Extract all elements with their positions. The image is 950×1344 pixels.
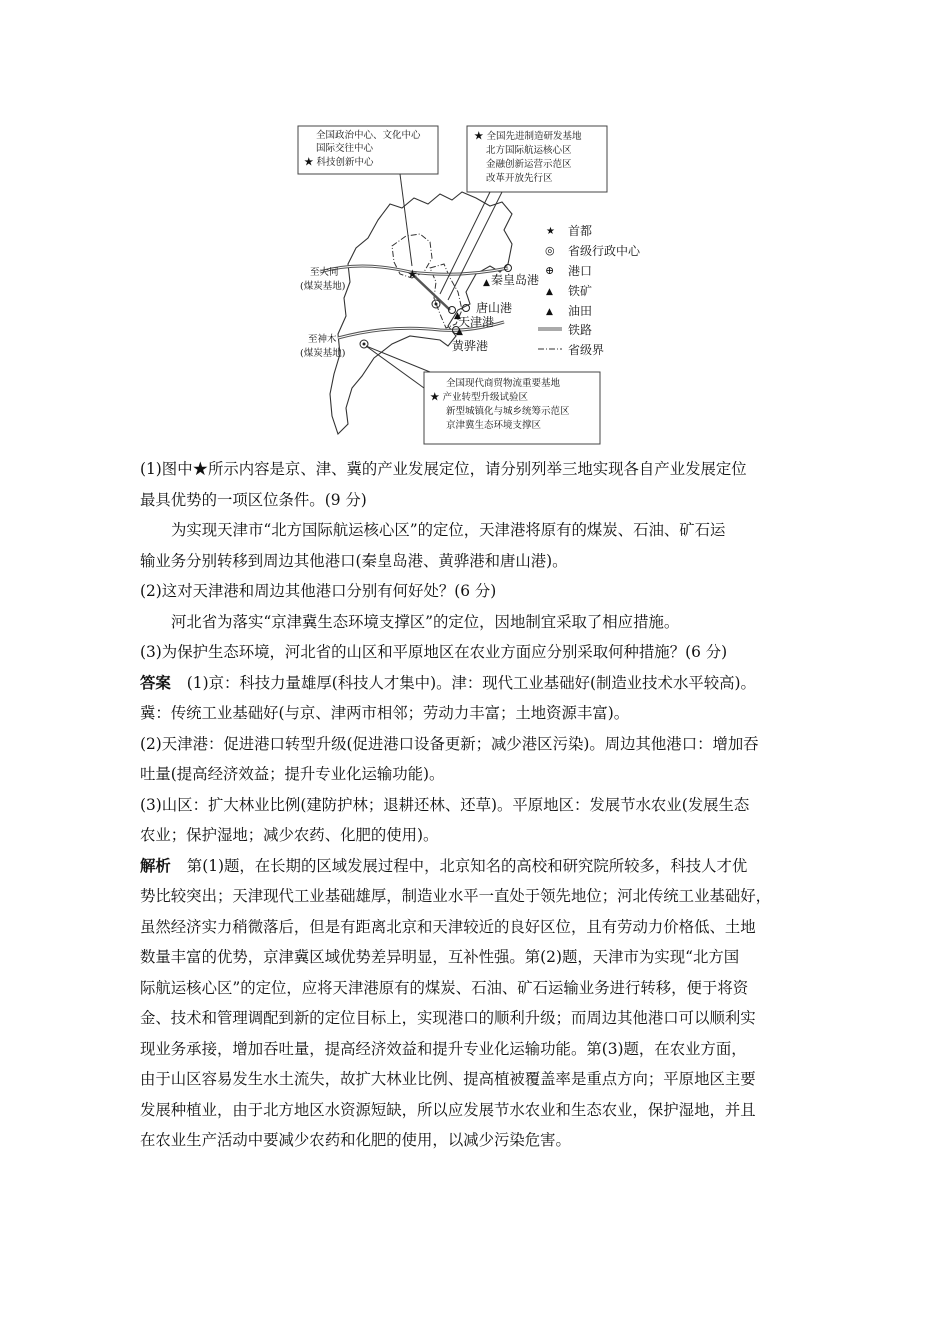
label-datong: 至大同 <box>310 267 339 278</box>
label-shenmu: 至神木 <box>308 334 337 345</box>
legend-symbol-port: ⊕ <box>545 264 555 277</box>
box-beijing-line1: 全国政治中心、文化中心 <box>316 130 421 141</box>
label-datong-sub: (煤炭基地) <box>300 281 346 292</box>
box-tianjin-line4: 改革开放先行区 <box>486 173 553 184</box>
leader-hebei-b <box>366 346 430 372</box>
q1-line2: 最具优势的一项区位条件。(9 分) <box>140 490 367 509</box>
jingjinji-map <box>290 118 670 450</box>
box-hebei-line4: 京津冀生态环境支撑区 <box>446 420 542 431</box>
label-qinhuangdao: 秦皇岛港 <box>491 273 540 287</box>
analysis-text-6: 现业务承接，增加吞吐量，提高经济效益和提升专业化运输功能。第(3)题，在农业方面， <box>140 1039 747 1058</box>
analysis-text-2: 虽然经济实力稍微落后，但是有距离北京和天津较近的良好区位，且有劳动力价格低、土地 <box>140 917 756 936</box>
box-tianjin-line3: 金融创新运营示范区 <box>486 159 572 170</box>
answer-a2-line1: (2)天津港：促进港口转型升级(促进港口设备更新；减少港区污染)。周边其他港口：增加吞 <box>140 734 759 753</box>
intro3: 河北省为落实“京津冀生态环境支撑区”的定位，因地制宜采取了相应措施。 <box>171 612 680 631</box>
legend-label-oil: 油田 <box>568 304 593 318</box>
oilfield-icon: ▲ <box>456 327 463 337</box>
analysis-text-5: 金、技术和管理调配到新的定位目标上，实现港口的顺利升级；而周边其他港口可以顺利实 <box>140 1009 756 1027</box>
answer-label: 答案 <box>140 673 171 692</box>
answer-a3-line2: 农业；保护湿地；减少农药、化肥的使用)。 <box>140 826 439 844</box>
iron-mine-icon-2: ▲ <box>454 311 461 321</box>
box-beijing-line3: ★ 科技创新中心 <box>304 157 374 168</box>
answer-a1-line2: 冀：传统工业基础好(与京、津两市相邻；劳动力丰富；土地资源丰富)。 <box>140 704 630 722</box>
legend-label-capital: 首都 <box>568 224 593 238</box>
answer-a1-line1: (1)京：科技力量雄厚(科技人才集中)。津：现代工业基础好(制造业技术水平较高)。 <box>186 673 756 692</box>
intro2-line1: 为实现天津市“北方国际航运核心区”的定位，天津港将原有的煤炭、石油、矿石运 <box>171 521 726 539</box>
iron-mine-icon: ▲ <box>483 278 490 288</box>
analysis-text-7: 由于山区容易发生水土流失，故扩大林业比例、提高植被覆盖率是重点方向；平原地区主要 <box>140 1070 756 1088</box>
box-hebei-line3: 新型城镇化与城乡统筹示范区 <box>446 406 570 417</box>
q1-line1: (1)图中★所示内容是京、津、冀的产业发展定位，请分别列举三地实现各自产业发展定位 <box>140 460 747 478</box>
legend-symbol-iron: ▲ <box>546 287 553 297</box>
label-huanghua: 黄骅港 <box>452 339 489 353</box>
label-tianjin-port: 天津港 <box>458 315 495 329</box>
intro2-line2: 输业务分别转移到周边其他港口(秦皇岛港、黄骅港和唐山港)。 <box>140 551 568 570</box>
q3: (3)为保护生态环境，河北省的山区和平原地区在农业方面应分别采取何种措施？(6 分) <box>140 643 728 661</box>
leader-beijing <box>400 174 412 266</box>
answer-line1 <box>140 668 820 699</box>
legend-symbol-provincial: ◎ <box>545 244 555 257</box>
map-legend <box>538 223 641 357</box>
legend-label-port: 港口 <box>568 264 593 278</box>
label-tangshan: 唐山港 <box>476 301 513 315</box>
answer-a2-line2: 吐量(提高经济效益；提升专业化运输功能)。 <box>140 765 445 783</box>
analysis-label: 解析 <box>140 856 171 875</box>
legend-symbol-capital: ★ <box>546 226 555 237</box>
question-content <box>140 454 820 1156</box>
analysis-text-3: 数量丰富的优势，京津冀区域优势差异明显，互补性强。第(2)题，天津市为实现“北方国 <box>140 948 740 966</box>
legend-label-border: 省级界 <box>568 343 605 357</box>
box-hebei-line2: ★ 产业转型升级试验区 <box>430 392 529 403</box>
legend-symbol-oil: ▲ <box>546 307 553 317</box>
legend-label-provincial: 省级行政中心 <box>568 244 641 258</box>
box-tianjin-line2: 北方国际航运核心区 <box>486 145 572 156</box>
analysis-text-8: 发展种植业，由于北方地区水资源短缺，所以应发展节水农业和生态农业，保护湿地，并且 <box>140 1100 756 1119</box>
leader-hebei-a <box>366 346 424 388</box>
analysis-text-0: 第(1)题，在长期的区域发展过程中，北京知名的高校和研究院所较多，科技人才优 <box>186 856 748 875</box>
capital-star-icon: ★ <box>407 267 418 281</box>
answer-a3-line1: (3)山区：扩大林业比例(建防护林；退耕还林、还草)。平原地区：发展节水农业(发展生态 <box>140 795 750 814</box>
legend-label-railway: 铁路 <box>568 323 593 337</box>
box-hebei-line1: 全国现代商贸物流重要基地 <box>446 378 561 389</box>
analysis-text-4: 际航运核心区”的定位，应将天津港原有的煤炭、石油、矿石运输业务进行转移，便于将资 <box>140 978 749 997</box>
analysis-text-1: 势比较突出；天津现代工业基础雄厚，制造业水平一直处于领先地位；河北传统工业基础好， <box>140 887 772 905</box>
box-beijing-line2: 国际交往中心 <box>316 143 374 154</box>
label-shenmu-sub: (煤炭基地) <box>300 348 346 359</box>
analysis-line1 <box>140 851 820 882</box>
legend-label-iron: 铁矿 <box>568 284 593 298</box>
q2: (2)这对天津港和周边其他港口分别有何好处？(6 分) <box>140 582 497 600</box>
box-tianjin-line1: ★ 全国先进制造研发基地 <box>474 131 582 142</box>
analysis-text-9: 在农业生产活动中要减少农药和化肥的使用，以减少污染危害。 <box>140 1131 571 1149</box>
